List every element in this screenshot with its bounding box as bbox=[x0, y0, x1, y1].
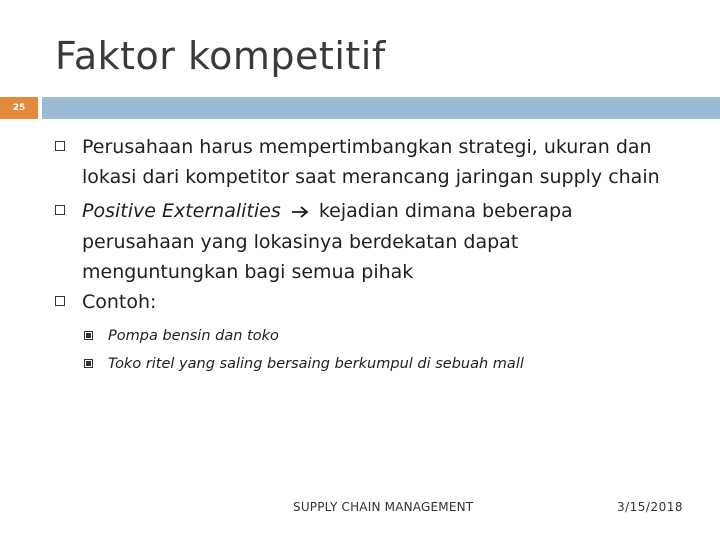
bullet-line bbox=[82, 196, 702, 227]
slide-number-badge bbox=[0, 97, 38, 119]
term-positive-externalities: Positive Externalities bbox=[82, 200, 281, 222]
bullet-line: lokasi dari kompetitor saat merancang jaringan supply chain bbox=[82, 166, 660, 188]
bullet-text: Contoh: bbox=[82, 291, 157, 313]
bullet-square-icon bbox=[55, 141, 65, 151]
slide-number: 25 bbox=[12, 103, 26, 113]
bullet-line: perusahaan yang lokasinya berdekatan dapat bbox=[82, 230, 519, 253]
bullet-line: Perusahaan harus mempertimbangkan strategi, ukuran dan bbox=[82, 136, 652, 158]
sub-bullet-square-icon bbox=[84, 331, 93, 340]
header-divider-bar bbox=[42, 97, 720, 119]
footer-date: 3/15/2018 bbox=[616, 500, 683, 514]
footer-title: SUPPLY CHAIN MANAGEMENT bbox=[293, 500, 474, 514]
bullet-text bbox=[82, 132, 702, 192]
arrow-right-icon bbox=[291, 197, 309, 227]
sub-bullet-text: Pompa bensin dan toko bbox=[108, 328, 279, 344]
bullet-line: menguntungkan bagi semua pihak bbox=[82, 260, 414, 283]
bullet-square-icon bbox=[55, 296, 65, 306]
sub-bullet-text: Toko ritel yang saling bersaing berkumpul di sebuah mall bbox=[108, 356, 524, 372]
slide-title: Faktor kompetitif bbox=[55, 34, 386, 78]
bullet-line-rest: kejadian dimana beberapa bbox=[318, 200, 573, 222]
bullet-square-icon bbox=[55, 205, 65, 215]
bullet-text bbox=[82, 196, 702, 287]
sub-bullet-square-icon bbox=[84, 359, 93, 368]
